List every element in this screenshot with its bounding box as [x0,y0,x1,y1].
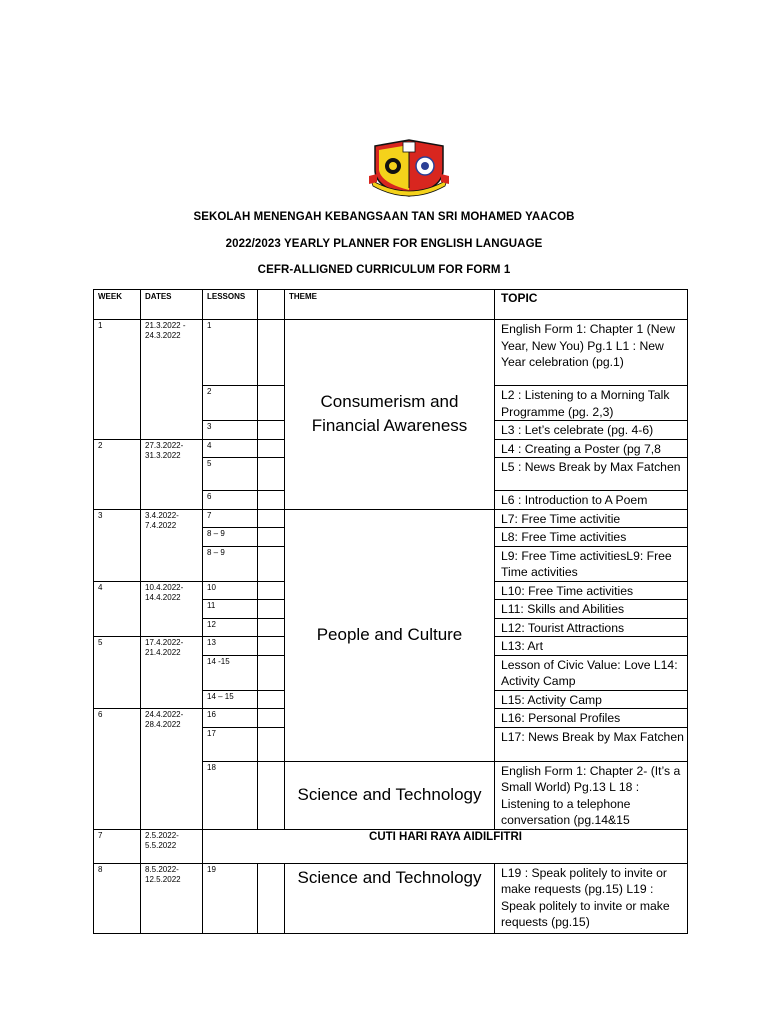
lesson-cell: 17 [203,727,258,761]
blank-cell [258,491,285,510]
blank-cell [258,581,285,600]
lesson-cell: 1 [203,320,258,386]
dates-cell: 24.4.2022- 28.4.2022 [141,709,203,830]
table-row [94,509,688,528]
table-header-row [94,290,688,320]
dates-cell: 21.3.2022 - 24.3.2022 [141,320,203,440]
week-cell: 4 [94,581,141,637]
blank-cell [258,618,285,637]
topic-cell: L13: Art [495,637,688,656]
lesson-cell: 18 [203,761,258,829]
topic-cell: L12: Tourist Attractions [495,618,688,637]
topic-cell: L16: Personal Profiles [495,709,688,728]
week-cell: 7 [94,829,141,863]
week-cell: 3 [94,509,141,581]
lesson-cell: 4 [203,439,258,458]
topic-cell: L8: Free Time activities [495,528,688,547]
lesson-cell: 11 [203,600,258,619]
topic-cell: L15: Activity Camp [495,690,688,709]
lesson-cell: 10 [203,581,258,600]
table-row [94,320,688,386]
holiday-cell: CUTI HARI RAYA AIDILFITRI [203,829,688,863]
lesson-cell: 2 [203,386,258,421]
topic-cell: L6 : Introduction to A Poem [495,491,688,510]
lesson-cell: 3 [203,421,258,440]
lesson-cell: 19 [203,863,258,933]
blank-cell [258,546,285,581]
topic-cell: Lesson of Civic Value: Love L14: Activity Camp [495,655,688,690]
lesson-cell: 12 [203,618,258,637]
topic-cell: L3 : Let’s celebrate (pg. 4-6) [495,421,688,440]
blank-cell [258,637,285,656]
blank-cell [258,690,285,709]
planner-title: 2022/2023 YEARLY PLANNER FOR ENGLISH LANGUAGE [225,238,543,250]
dates-cell: 17.4.2022- 21.4.2022 [141,637,203,709]
blank-cell [258,761,285,829]
topic-cell: L19 : Speak politely to invite or make requests (pg.15) L19 : Speak politely to invite or make requests (pg.15) [495,863,688,933]
week-cell: 2 [94,439,141,509]
lessons-header: LESSONS [203,290,258,320]
school-crest-logo [369,136,449,198]
lesson-cell: 14 -15 [203,655,258,690]
blank-cell [258,458,285,491]
topic-cell: L11: Skills and Abilities [495,600,688,619]
topic-cell: English Form 1: Chapter 1 (New Year, New You) Pg.1 L1 : New Year celebration (pg.1) [495,320,688,386]
blank-cell [258,421,285,440]
theme-cell: Science and Technology [285,863,495,933]
blank-header [258,290,285,320]
school-name: SEKOLAH MENENGAH KEBANGSAAN TAN SRI MOHAMED YAACOB [193,211,575,223]
topic-cell: L4 : Creating a Poster (pg 7,8 [495,439,688,458]
dates-cell: 27.3.2022- 31.3.2022 [141,439,203,509]
blank-cell [258,600,285,619]
dates-cell: 3.4.2022- 7.4.2022 [141,509,203,581]
blank-cell [258,863,285,933]
week-cell: 6 [94,709,141,830]
theme-header: THEME [285,290,495,320]
dates-cell: 2.5.2022- 5.5.2022 [141,829,203,863]
blank-cell [258,386,285,421]
week-cell: 5 [94,637,141,709]
dates-cell: 10.4.2022- 14.4.2022 [141,581,203,637]
table-row [94,863,688,933]
dates-header: DATES [141,290,203,320]
blank-cell [258,655,285,690]
topic-cell: L17: News Break by Max Fatchen [495,727,688,761]
blank-cell [258,439,285,458]
theme-cell: Consumerism and Financial Awareness [285,320,495,510]
lesson-cell: 8 – 9 [203,546,258,581]
blank-cell [258,528,285,547]
lesson-cell: 7 [203,509,258,528]
blank-cell [258,320,285,386]
topic-cell: English Form 1: Chapter 2- (It’s a Small World) Pg.13 L 18 : Listening to a telephone conversation (pg.14&15 [495,761,688,829]
week-cell: 1 [94,320,141,440]
week-header: WEEK [94,290,141,320]
lesson-cell: 14 – 15 [203,690,258,709]
lesson-cell: 8 – 9 [203,528,258,547]
yearly-planner-table [93,289,688,934]
lesson-cell: 16 [203,709,258,728]
week-cell: 8 [94,863,141,933]
lesson-cell: 5 [203,458,258,491]
topic-cell: L10: Free Time activities [495,581,688,600]
topic-cell: L5 : News Break by Max Fatchen [495,458,688,491]
theme-cell: Science and Technology [285,761,495,829]
blank-cell [258,727,285,761]
dates-cell: 8.5.2022- 12.5.2022 [141,863,203,933]
blank-cell [258,709,285,728]
theme-cell: People and Culture [285,509,495,761]
topic-cell: L2 : Listening to a Morning Talk Programme (pg. 2,3) [495,386,688,421]
topic-header: TOPIC [495,290,688,320]
table-row [94,829,688,863]
topic-cell: L7: Free Time activitie [495,509,688,528]
lesson-cell: 13 [203,637,258,656]
curriculum-title: CEFR-ALLIGNED CURRICULUM FOR FORM 1 [257,264,511,276]
topic-cell: L9: Free Time activitiesL9: Free Time activities [495,546,688,581]
lesson-cell: 6 [203,491,258,510]
blank-cell [258,509,285,528]
